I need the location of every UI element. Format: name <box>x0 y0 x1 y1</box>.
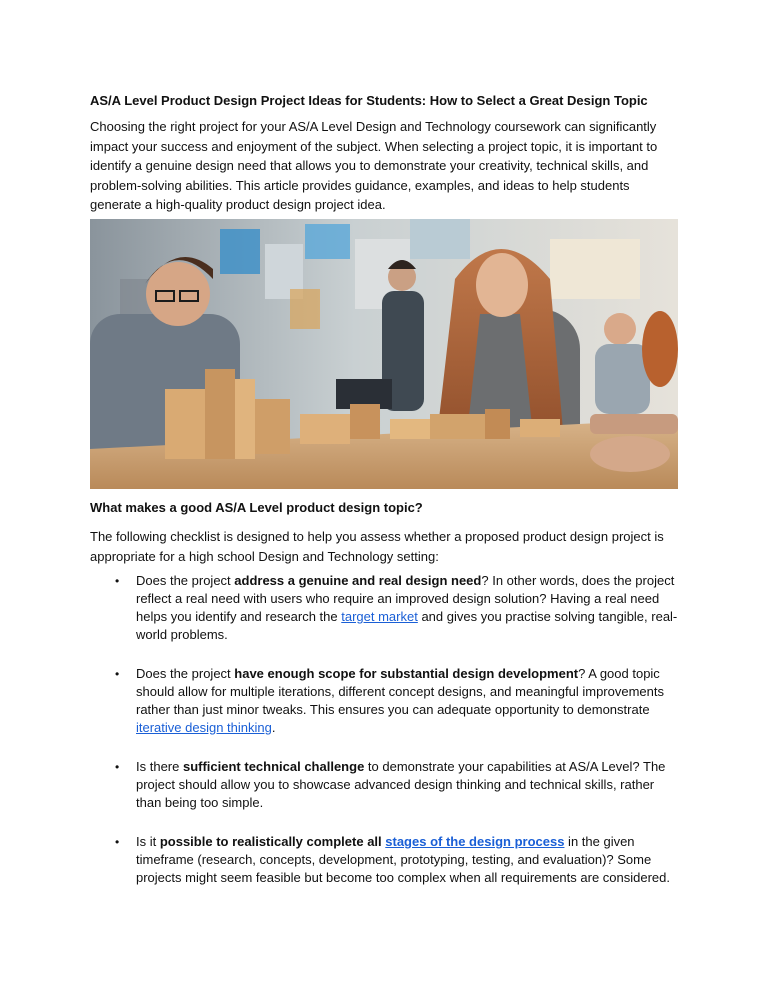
list-item <box>90 572 680 644</box>
item-text: in the given timeframe (research, concepts, development, prototyping, testing, and evaluation)? Some projects might seem feasible but become too complex when all requirements are considered. <box>136 834 670 885</box>
item-text: Does the project <box>136 666 235 681</box>
design-process-link[interactable]: stages of the design process <box>385 834 565 849</box>
article-title: AS/A Level Product Design Project Ideas for Students: How to Select a Great Design Topic <box>90 93 648 108</box>
item-text: Does the project <box>136 573 235 588</box>
section-heading: What makes a good AS/A Level product design topic? <box>90 500 423 515</box>
item-emphasis: sufficient technical challenge <box>182 759 365 774</box>
bullet-icon: • <box>115 760 120 774</box>
bullet-icon: • <box>115 574 120 588</box>
intro-paragraph: Choosing the right project for your AS/A Level Design and Technology coursework can significantly impact your success and enjoyment of the subject. When selecting a project topic, it is important to identify a genuine design need that allows you to demonstrate your creativity, technical skills, and problem-solving abilities. This article provides guidance, examples, and ideas to help students generate a high-quality product design project idea. <box>90 119 658 212</box>
item-text: ? In other words, does the project reflect a real need with users who require an improved design solution? Having a real need helps you identify and research the <box>136 573 675 624</box>
section-lead: The following checklist is designed to help you assess whether a proposed product design project is appropriate for a high school Design and Technology setting: <box>90 529 664 564</box>
item-text: and gives you practise solving tangible, real-world problems. <box>136 609 678 642</box>
item-text: ? A good topic should allow for multiple iterations, different concept designs, and meaningful improvements rather than just minor tweaks. This ensures you can adequate opportunity to demonstrate <box>136 666 664 717</box>
item-text: Is it <box>136 834 160 849</box>
item-text: to demonstrate your capabilities at AS/A Level? The project should allow you to showcase advanced design thinking and technical skills, rather than being too simple. <box>136 759 666 810</box>
item-emphasis: address a genuine and real design need <box>234 573 482 588</box>
target-market-link[interactable]: target market <box>341 609 418 624</box>
list-item <box>90 665 680 737</box>
list-item <box>90 833 680 887</box>
item-emphasis: have enough scope for substantial design development <box>234 666 579 681</box>
item-emphasis: possible to realistically complete all <box>159 834 386 849</box>
item-text: . <box>271 720 276 735</box>
item-text: Is there <box>136 759 183 774</box>
bullet-icon: • <box>115 667 120 681</box>
iterative-design-thinking-link[interactable]: iterative design thinking <box>136 720 272 735</box>
list-item <box>90 758 680 812</box>
checklist <box>90 572 680 908</box>
bullet-icon: • <box>115 835 120 849</box>
classroom-photo <box>90 219 678 489</box>
